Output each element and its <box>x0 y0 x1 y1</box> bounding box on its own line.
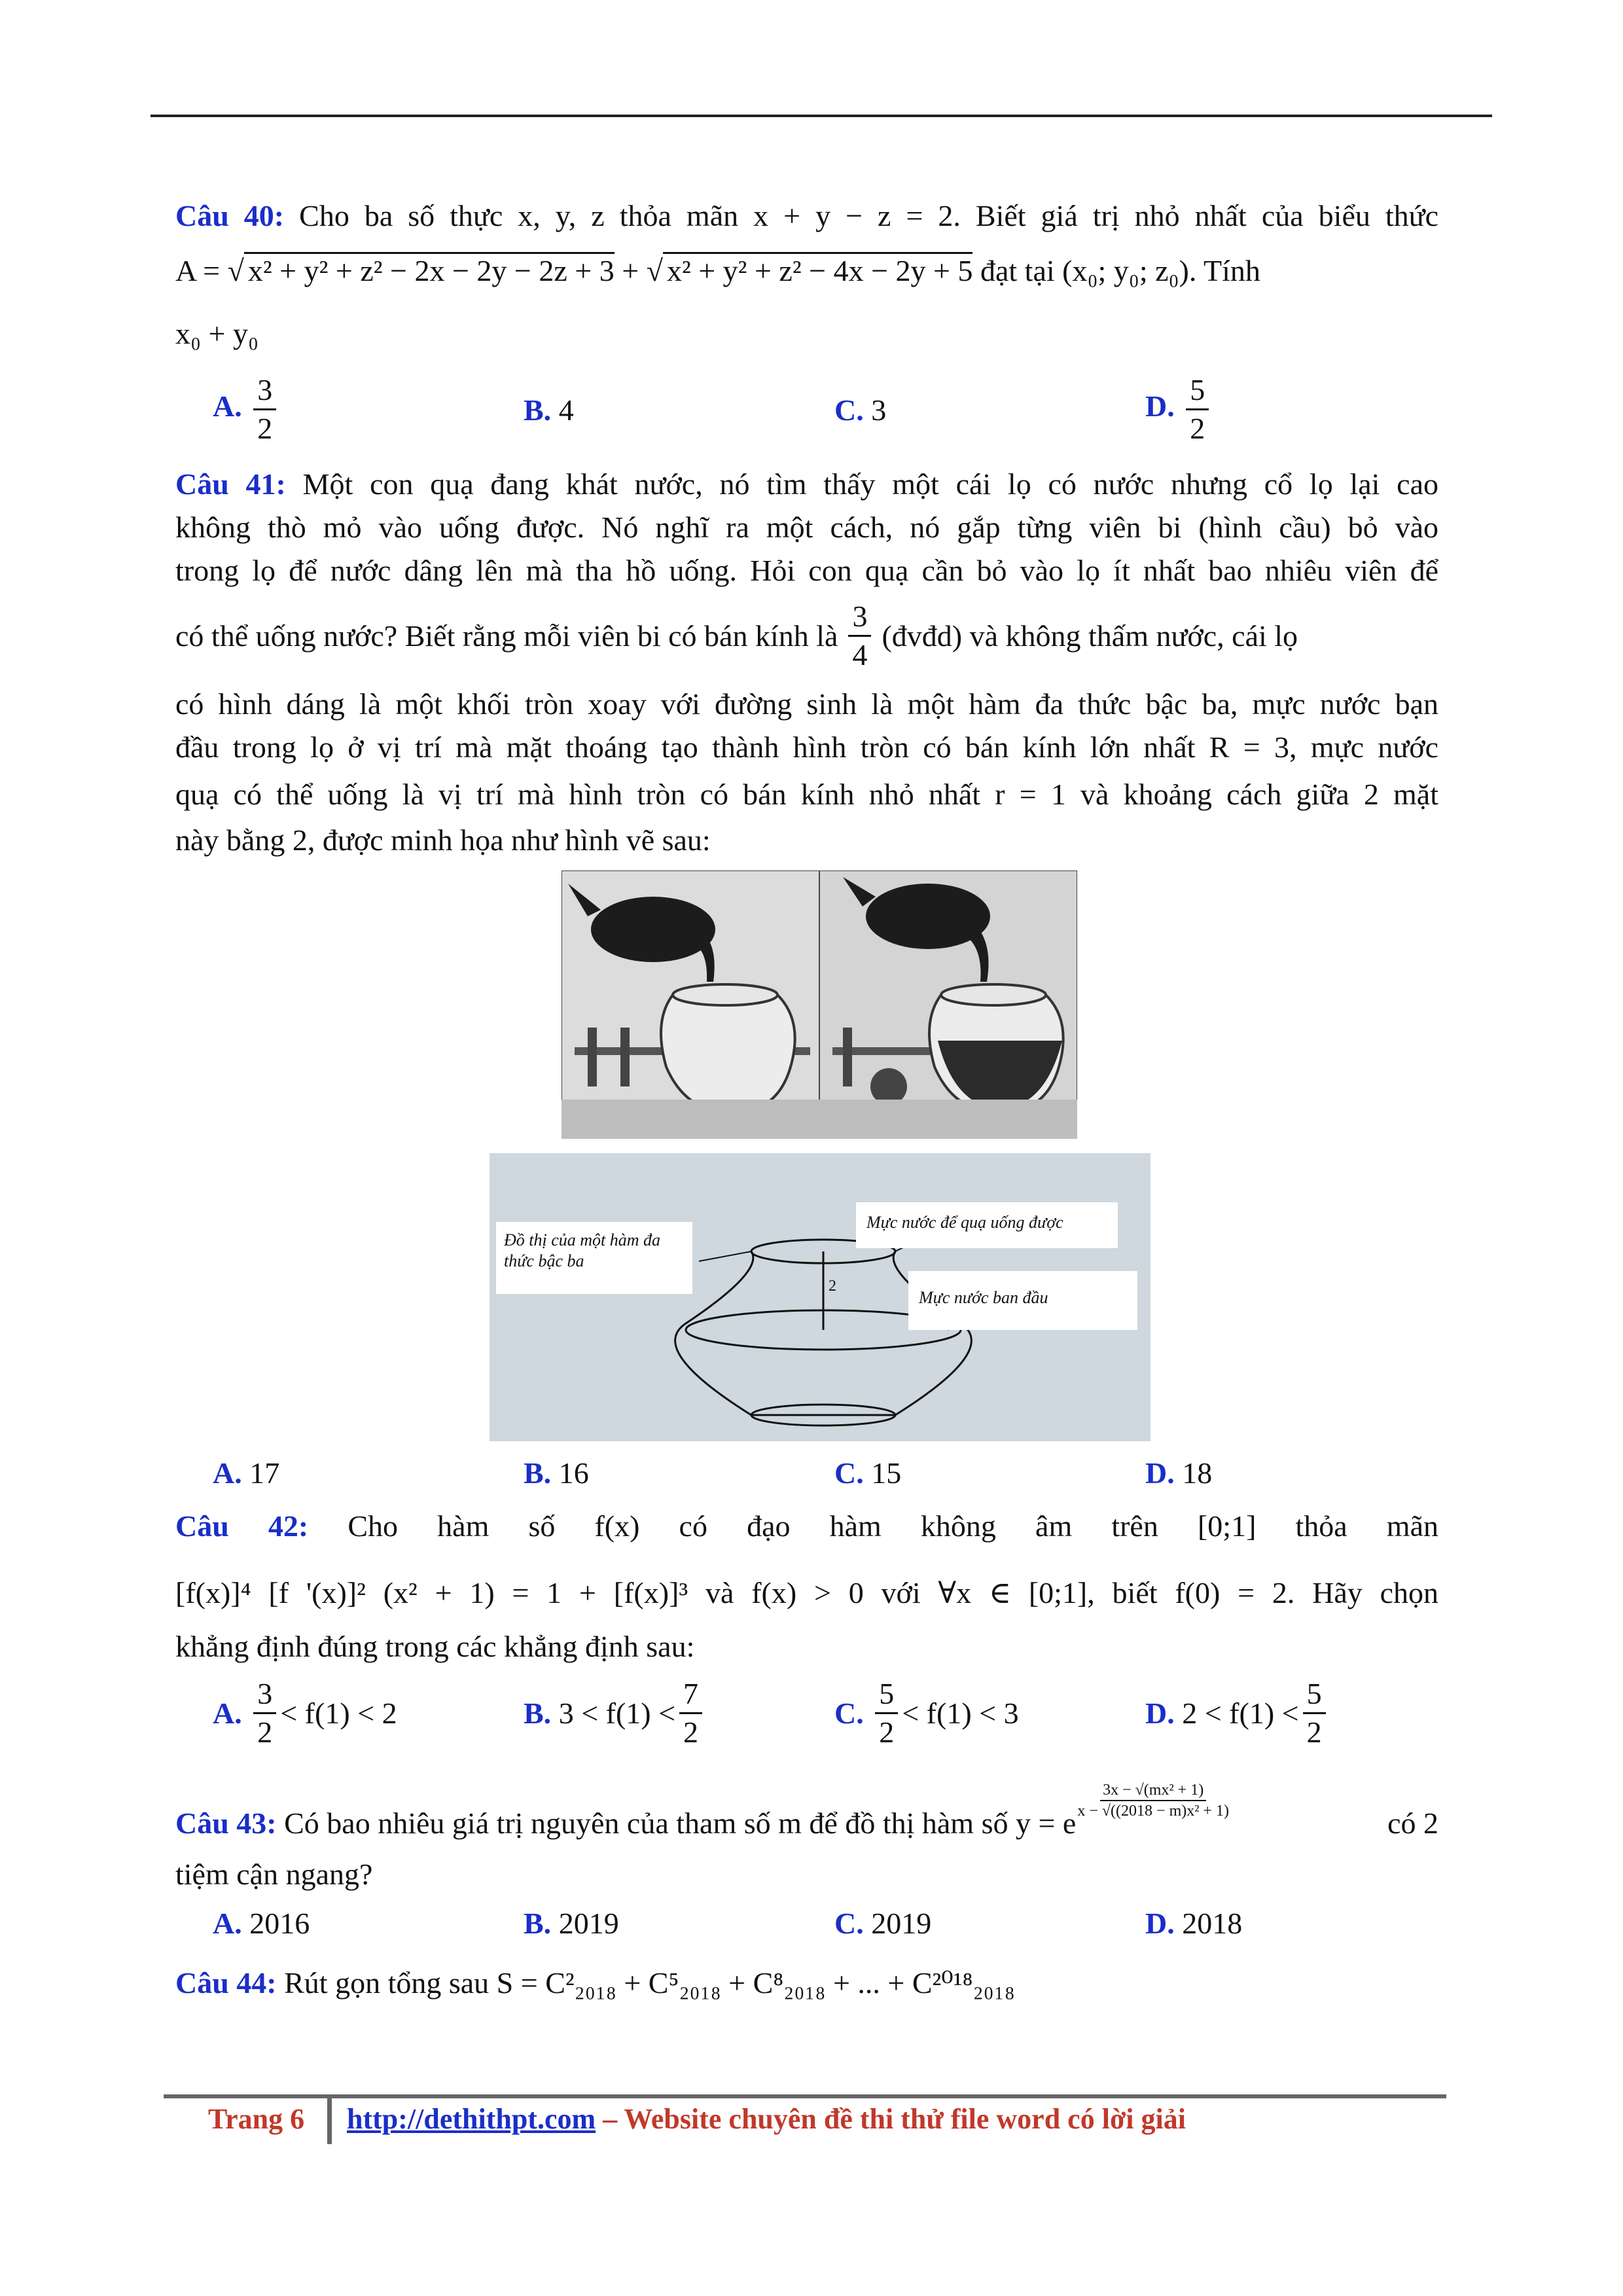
q40-option-b[interactable]: B. 4 <box>524 393 574 427</box>
q40-line3: x₀ + y₀ <box>175 317 259 350</box>
q43-line2: tiệm cận ngang? <box>175 1857 373 1891</box>
footer-rule <box>164 2094 1446 2098</box>
label-initial-level: Mực nước ban đầu <box>908 1271 1137 1330</box>
q41-line3: trong lọ để nước dâng lên mà tha hồ uống. Hỏi con quạ cần bỏ vào lọ ít nhất bao nhiêu viên để <box>175 554 1438 587</box>
q40-option-a[interactable]: A. $\frac{3}{2}$ <box>213 372 280 447</box>
q42-option-c[interactable]: C. $\frac{5}{2}$ < f(1) < 3 <box>834 1677 1019 1749</box>
page-number: Trang 6 <box>208 2103 305 2135</box>
q40-option-d[interactable]: D. $\frac{5}{2}$ <box>1145 372 1213 447</box>
q43-exponent: 3x − √(mx² + 1) x − √((2018 − m)x² + 1) <box>1077 1782 1229 1820</box>
q44-line: Câu 44: Rút gọn tổng sau S = C²₂₀₁₈ + C⁵₂₀₁₈ + C⁸₂₀₁₈ + ... + C²⁰¹⁸₂₀₁₈ <box>175 1966 1015 2000</box>
label-drink-level: Mực nước để quạ uống được <box>856 1202 1118 1248</box>
q41-option-b[interactable]: B. 16 <box>524 1456 589 1490</box>
website-link[interactable]: http://dethithpt.com <box>347 2103 596 2135</box>
q43-option-d[interactable]: D. 2018 <box>1145 1907 1243 1940</box>
q43-option-b[interactable]: B. 2019 <box>524 1907 619 1940</box>
label-curve: Đồ thị của một hàm đa thức bậc ba <box>496 1222 692 1294</box>
footer-divider <box>327 2098 332 2144</box>
q42-line2: [f(x)]⁴ [f '(x)]² (x² + 1) = 1 + [f(x)]³ và f(x) > 0 với ∀x ∈ [0;1], biết f(0) = 2. Hãy chọn <box>175 1576 1438 1609</box>
q40-line1: Câu 40: Cho ba số thực x, y, z thỏa mãn x + y − z = 2. Biết giá trị nhỏ nhất của biểu thức <box>175 199 1439 232</box>
q41-line1: Câu 41: Một con quạ đang khát nước, nó tìm thấy một cái lọ có nước nhưng cổ lọ lại cao <box>175 467 1439 501</box>
q43-label: Câu 43: <box>175 1806 277 1840</box>
vase-diagram <box>490 1153 1150 1441</box>
footer-text: http://dethithpt.com – Website chuyên đề thi thử file word có lời giải <box>347 2103 1186 2135</box>
q41-line7: quạ có thể uống là vị trí mà hình tròn có bán kính nhỏ nhất r = 1 và khoảng cách giữa 2 mặt <box>175 778 1438 811</box>
q42-line3: khẳng định đúng trong các khẳng định sau: <box>175 1630 695 1663</box>
q42-line1: Câu 42: Cho hàm số f(x) có đạo hàm không âm trên [0;1] thỏa mãn <box>175 1509 1439 1543</box>
q41-label: Câu 41: <box>175 467 286 501</box>
q41-line5: có hình dáng là một khối tròn xoay với đường sinh là một hàm đa thức bậc ba, mực nước bạn <box>175 687 1438 721</box>
q40-option-c[interactable]: C. 3 <box>834 393 887 427</box>
q40-expression: A = √ x² + y² + z² − 2x − 2y − 2z + 3 + √ x² + y² + z² − 4x − 2y + 5 đạt tại (x₀; y₀; z₀). Tính <box>175 249 1438 293</box>
crow-illustration <box>562 870 1077 1139</box>
header-rule <box>151 115 1492 117</box>
q43-line1: Câu 43: Có bao nhiêu giá trị nguyên của tham số m để đồ thị hàm số y = e 3x − √(mx² + 1) x − √((2018 − m)x² + 1) có 2 <box>175 1780 1438 1846</box>
q42-label: Câu 42: <box>175 1509 309 1543</box>
q42-option-d[interactable]: D. 2 < f(1) < $\frac{5}{2}$ <box>1145 1676 1330 1751</box>
q41-line4: có thể uống nước? Biết rằng mỗi viên bi có bán kính là $\frac{3}{4}$ (đvđd) và không thấm nước, cái lọ <box>175 600 1298 672</box>
q42-option-b[interactable]: B. 3 < f(1) < $\frac{7}{2}$ <box>524 1676 706 1751</box>
height-mark: 2 <box>829 1278 836 1295</box>
q44-label: Câu 44: <box>175 1966 277 2000</box>
q43-option-a[interactable]: A. 2016 <box>213 1907 310 1940</box>
q41-option-c[interactable]: C. 15 <box>834 1456 902 1490</box>
q41-option-a[interactable]: A. 17 <box>213 1456 280 1490</box>
q41-line2: không thò mỏ vào uống được. Nó nghĩ ra một cách, nó gắp từng viên bi (hình cầu) bỏ vào <box>175 511 1438 544</box>
q40-label: Câu 40: <box>175 199 285 232</box>
q41-option-d[interactable]: D. 18 <box>1145 1456 1213 1490</box>
q42-option-a[interactable]: A. $\frac{3}{2}$ < f(1) < 2 <box>213 1677 397 1749</box>
q41-line6: đầu trong lọ ở vị trí mà mặt thoáng tạo thành hình tròn có bán kính lớn nhất R = 3, mực nước <box>175 730 1438 764</box>
q41-line8: này bằng 2, được minh họa như hình vẽ sau: <box>175 823 711 857</box>
q43-option-c[interactable]: C. 2019 <box>834 1907 932 1940</box>
